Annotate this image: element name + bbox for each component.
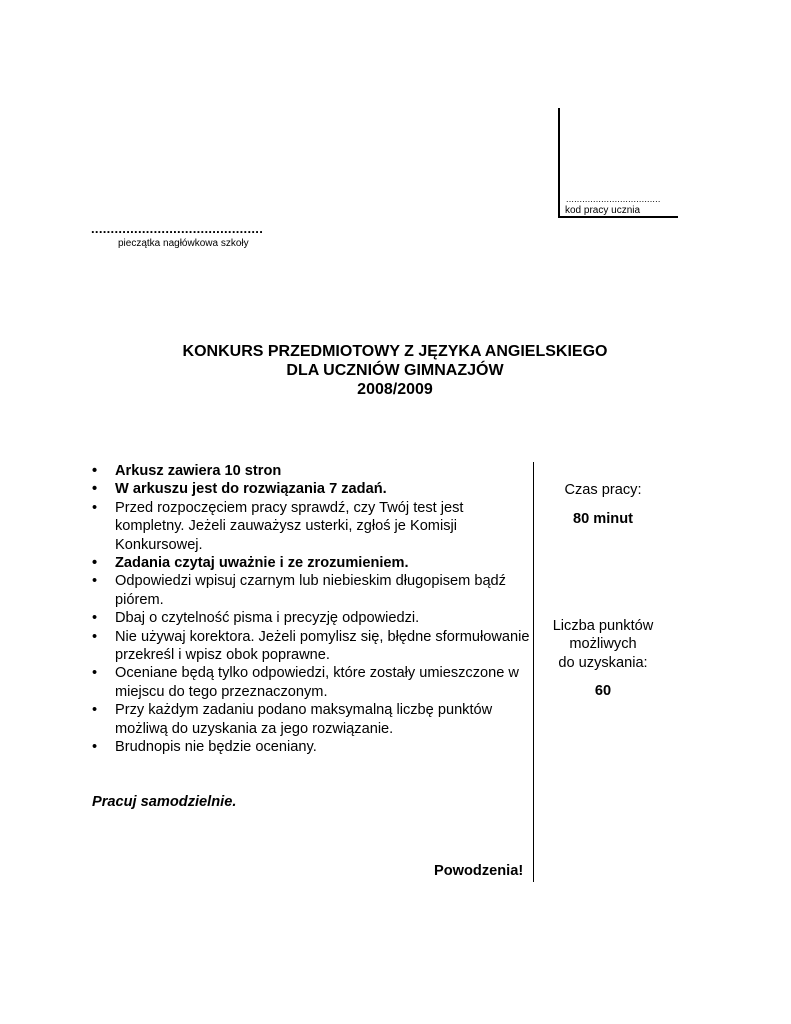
list-item [92, 664, 532, 701]
points-label-line-3: do uzyskania: [558, 654, 648, 671]
title-line-3: 2008/2009 [357, 381, 433, 398]
bullet-icon: • [92, 665, 98, 682]
points-label-line-2: możliwych [569, 636, 637, 653]
column-divider [533, 462, 534, 882]
instruction-text: Przy każdym zadaniu podano maksymalną liczbę punktów możliwą do uzyskania za jego rozwiązanie. [115, 702, 493, 737]
instruction-text: W arkuszu jest do rozwiązania 7 zadań. [115, 481, 387, 498]
title-line-1: KONKURS PRZEDMIOTOWY Z JĘZYKA ANGIELSKIEGO [182, 343, 608, 360]
list-item [92, 701, 532, 738]
school-stamp-label: pieczątka nagłówkowa szkoły [118, 238, 249, 249]
instructions-list [92, 462, 532, 757]
points-value: 60 [594, 683, 612, 699]
school-stamp-dots: ............................................ [91, 221, 264, 236]
list-item [92, 462, 532, 480]
list-item [92, 628, 532, 665]
bullet-icon: • [92, 702, 98, 719]
title-line-2: DLA UCZNIÓW GIMNAZJÓW [286, 362, 504, 379]
list-item [92, 480, 532, 498]
bullet-icon: • [92, 573, 98, 590]
list-item [92, 609, 532, 627]
instruction-text: Przed rozpoczęciem pracy sprawdź, czy Twój test jest kompletny. Jeżeli zauważysz usterki, zgłoś je Komisji Konkursowej. [115, 499, 464, 553]
time-value: 80 minut [572, 511, 633, 527]
instruction-text: Odpowiedzi wpisuj czarnym lub niebieskim długopisem bądź piórem. [115, 573, 506, 608]
bullet-icon: • [92, 481, 98, 498]
bullet-icon: • [92, 463, 98, 479]
time-label: Czas pracy: [564, 482, 642, 498]
bullet-icon: • [92, 499, 98, 516]
instruction-text: Dbaj o czytelność pisma i precyzję odpowiedzi. [115, 610, 420, 627]
student-code-label: kod pracy ucznia [565, 205, 641, 216]
bullet-icon: • [92, 610, 98, 627]
bullet-icon: • [92, 628, 98, 645]
instruction-text: Oceniane będą tylko odpowiedzi, które zostały umieszczone w miejscu do tego przeznaczonym. [115, 665, 519, 700]
bullet-icon: • [92, 739, 98, 756]
document-title [100, 342, 690, 399]
good-luck-note: Powodzenia! [434, 863, 524, 879]
work-alone-note: Pracuj samodzielnie. [92, 794, 237, 810]
list-item [92, 554, 532, 572]
student-code-dots: ................................... [566, 194, 661, 204]
points-label [540, 617, 666, 672]
list-item [92, 499, 532, 554]
list-item [92, 572, 532, 609]
instruction-text: Arkusz zawiera 10 stron [115, 463, 282, 479]
instruction-text: Brudnopis nie będzie oceniany. [115, 739, 317, 756]
instruction-text: Zadania czytaj uważnie i ze zrozumieniem. [115, 555, 409, 572]
list-item [92, 738, 532, 756]
instruction-text: Nie używaj korektora. Jeżeli pomylisz się, błędne sformułowanie przekreśl i wpisz obok poprawne. [115, 628, 530, 664]
points-label-line-1: Liczba punktów [552, 618, 654, 634]
bullet-icon: • [92, 555, 98, 572]
